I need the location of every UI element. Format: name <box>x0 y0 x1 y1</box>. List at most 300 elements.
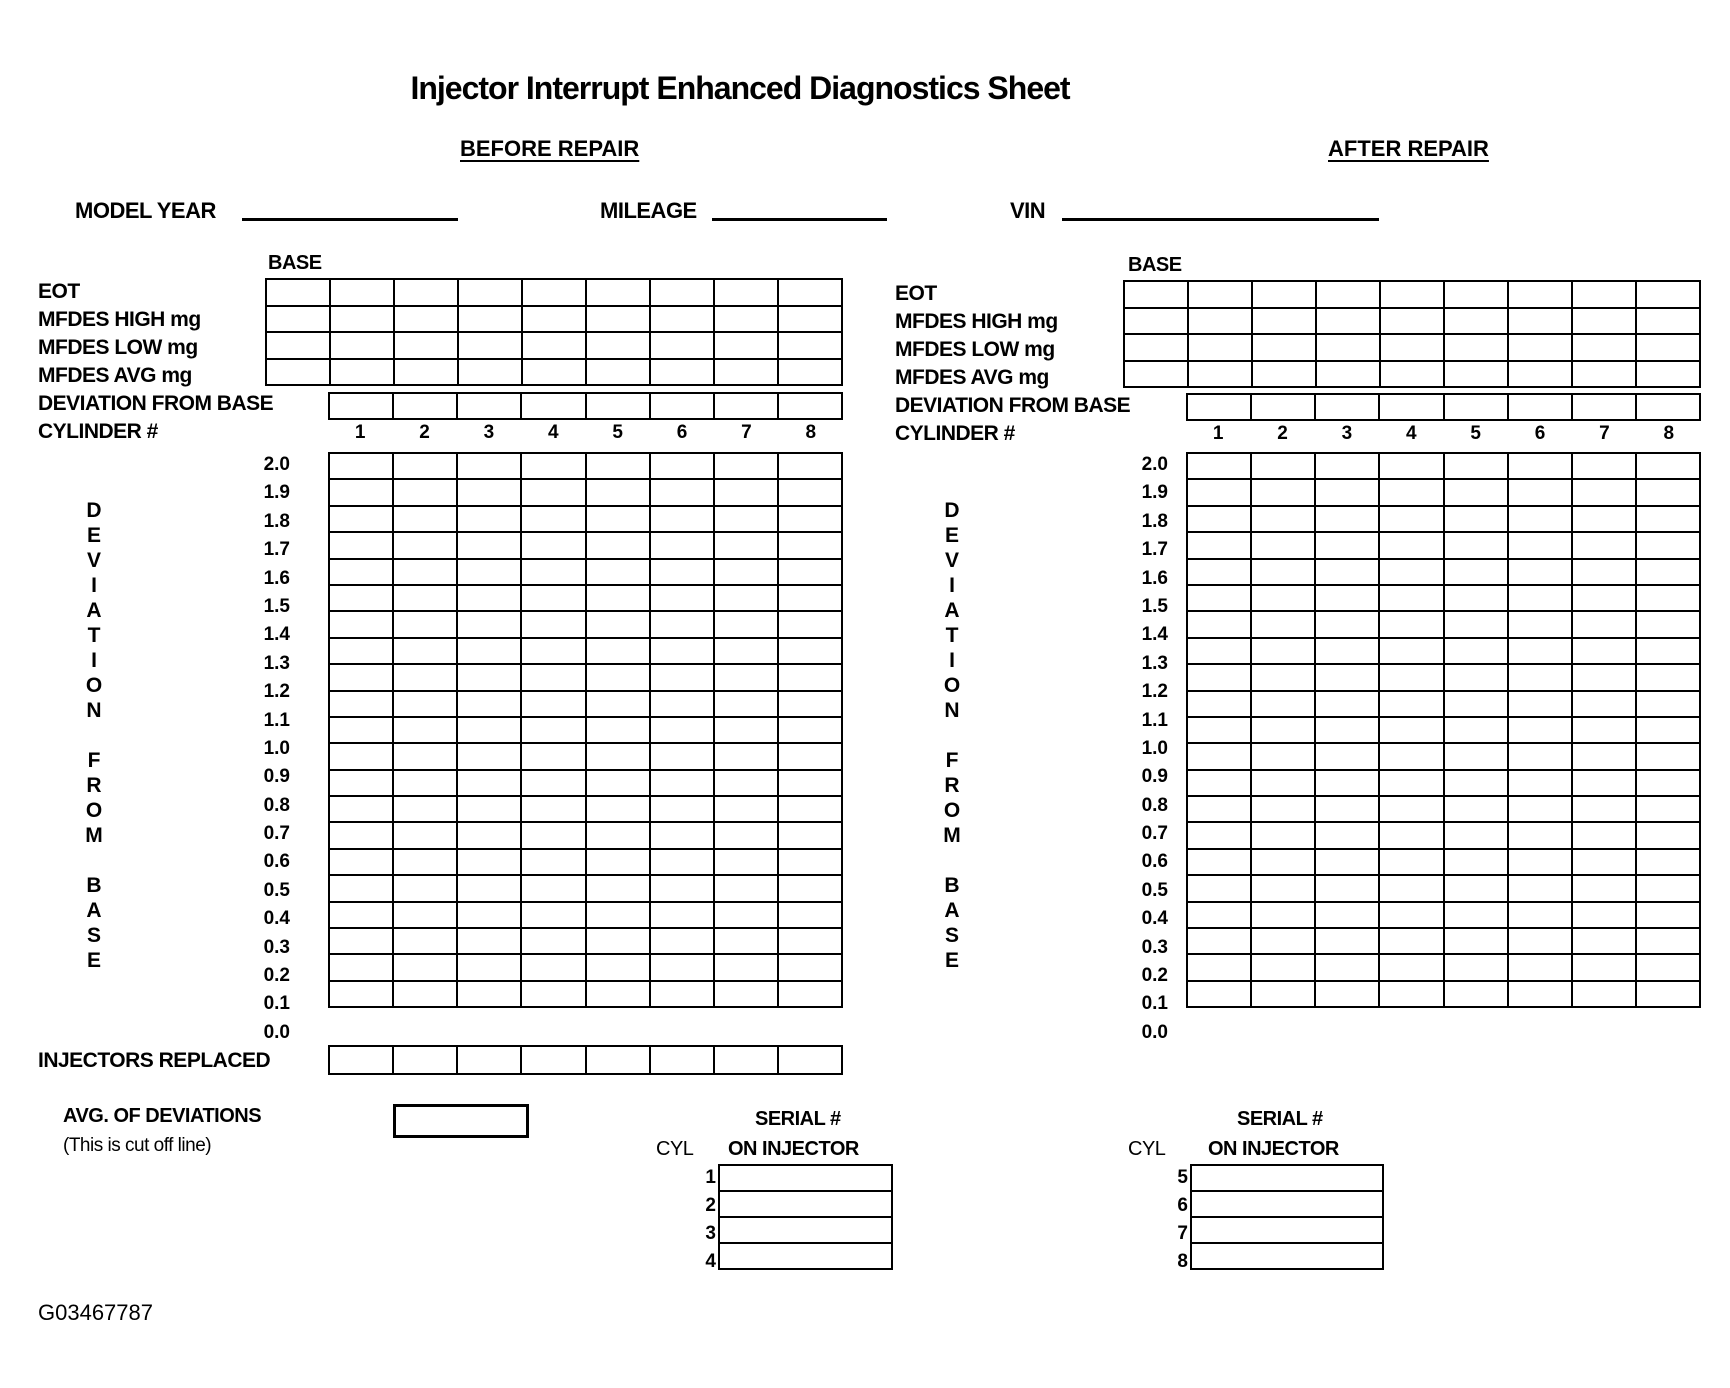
after-grid-cell[interactable] <box>1508 770 1572 796</box>
after-grid-cell[interactable] <box>1187 928 1251 954</box>
before-grid-cell[interactable] <box>714 875 778 901</box>
before-grid-cell[interactable] <box>521 611 585 637</box>
after-grid-cell[interactable] <box>1572 691 1636 717</box>
before-base-cell-cell[interactable] <box>650 359 714 386</box>
after-grid-cell[interactable] <box>1508 638 1572 664</box>
before-base-cell-cell[interactable] <box>522 359 586 386</box>
before-base-cell-cell[interactable] <box>394 279 458 306</box>
after-grid-cell[interactable] <box>1379 928 1443 954</box>
before-grid-cell[interactable] <box>650 928 714 954</box>
before-grid-cell[interactable] <box>393 691 457 717</box>
before-grid-cell[interactable] <box>521 954 585 980</box>
before-grid-cell[interactable] <box>650 822 714 848</box>
vin-field[interactable] <box>1062 218 1379 221</box>
after-grid-cell[interactable] <box>1636 770 1700 796</box>
after-base-cell-cell[interactable] <box>1316 361 1380 388</box>
before-grid-cell[interactable] <box>457 479 521 505</box>
before-base-cell-cell[interactable] <box>778 279 842 306</box>
before-deviation-cell[interactable] <box>393 393 457 419</box>
after-grid-cell[interactable] <box>1251 981 1315 1007</box>
after-grid-cell[interactable] <box>1187 875 1251 901</box>
after-grid-cell[interactable] <box>1379 981 1443 1007</box>
after-grid-cell[interactable] <box>1636 928 1700 954</box>
before-grid-cell[interactable] <box>457 875 521 901</box>
after-base-cell-cell[interactable] <box>1508 281 1572 308</box>
after-base-cell-cell[interactable] <box>1572 281 1636 308</box>
before-grid-cell[interactable] <box>778 770 842 796</box>
before-grid-cell[interactable] <box>714 611 778 637</box>
after-grid-cell[interactable] <box>1379 717 1443 743</box>
before-grid-cell[interactable] <box>329 822 393 848</box>
after-grid-cell[interactable] <box>1187 479 1251 505</box>
before-grid-cell[interactable] <box>393 585 457 611</box>
after-grid-cell[interactable] <box>1187 849 1251 875</box>
before-grid-cell[interactable] <box>778 875 842 901</box>
after-base-cell-cell[interactable] <box>1444 308 1508 335</box>
after-grid-cell[interactable] <box>1636 691 1700 717</box>
after-grid-cell[interactable] <box>1251 664 1315 690</box>
before-grid-cell[interactable] <box>714 453 778 479</box>
avg-deviations-box[interactable] <box>393 1104 529 1138</box>
after-grid-cell[interactable] <box>1315 479 1379 505</box>
before-base-cell-cell[interactable] <box>458 306 522 333</box>
after-grid-cell[interactable] <box>1315 954 1379 980</box>
after-grid-cell[interactable] <box>1251 849 1315 875</box>
after-grid-cell[interactable] <box>1251 822 1315 848</box>
before-base-cell-cell[interactable] <box>778 359 842 386</box>
after-grid-cell[interactable] <box>1508 585 1572 611</box>
after-deviation-cell[interactable] <box>1636 394 1700 420</box>
before-base-cell-cell[interactable] <box>394 332 458 359</box>
before-grid-cell[interactable] <box>650 691 714 717</box>
after-grid-cell[interactable] <box>1444 928 1508 954</box>
after-base-cell-cell[interactable] <box>1252 308 1316 335</box>
before-base-cell-cell[interactable] <box>522 332 586 359</box>
after-grid-cell[interactable] <box>1508 981 1572 1007</box>
after-grid-cell[interactable] <box>1444 611 1508 637</box>
before-grid-cell[interactable] <box>521 453 585 479</box>
before-grid-cell[interactable] <box>457 770 521 796</box>
before-grid-cell[interactable] <box>586 822 650 848</box>
before-deviation-cell[interactable] <box>714 393 778 419</box>
before-base-cell-cell[interactable] <box>458 359 522 386</box>
before-grid-cell[interactable] <box>393 664 457 690</box>
before-grid-cell[interactable] <box>650 453 714 479</box>
after-grid-cell[interactable] <box>1636 664 1700 690</box>
after-grid-cell[interactable] <box>1636 611 1700 637</box>
after-base-cell-cell[interactable] <box>1380 308 1444 335</box>
before-grid-cell[interactable] <box>329 928 393 954</box>
before-base-cell-cell[interactable] <box>522 279 586 306</box>
before-grid-cell[interactable] <box>586 453 650 479</box>
before-grid-cell[interactable] <box>393 796 457 822</box>
after-grid-cell[interactable] <box>1508 954 1572 980</box>
after-grid-cell[interactable] <box>1251 875 1315 901</box>
after-grid-cell[interactable] <box>1444 743 1508 769</box>
after-deviation-cell[interactable] <box>1379 394 1443 420</box>
before-grid-cell[interactable] <box>393 532 457 558</box>
after-grid-cell[interactable] <box>1379 638 1443 664</box>
before-grid-cell[interactable] <box>650 559 714 585</box>
after-grid-cell[interactable] <box>1187 717 1251 743</box>
before-grid-cell[interactable] <box>457 506 521 532</box>
injectors-replaced-cell[interactable] <box>329 1046 393 1074</box>
after-base-cell-cell[interactable] <box>1316 308 1380 335</box>
before-grid-cell[interactable] <box>586 691 650 717</box>
after-grid-cell[interactable] <box>1444 585 1508 611</box>
serial-left-cell[interactable] <box>719 1243 892 1269</box>
before-grid-cell[interactable] <box>521 506 585 532</box>
after-grid-cell[interactable] <box>1251 691 1315 717</box>
after-grid-cell[interactable] <box>1379 532 1443 558</box>
after-grid-cell[interactable] <box>1444 453 1508 479</box>
before-grid-cell[interactable] <box>329 796 393 822</box>
before-grid-cell[interactable] <box>714 664 778 690</box>
after-grid-cell[interactable] <box>1508 875 1572 901</box>
before-base-cell-cell[interactable] <box>778 306 842 333</box>
after-grid-cell[interactable] <box>1444 875 1508 901</box>
after-grid-cell[interactable] <box>1251 532 1315 558</box>
after-grid-cell[interactable] <box>1187 902 1251 928</box>
before-grid-cell[interactable] <box>329 770 393 796</box>
before-grid-cell[interactable] <box>521 743 585 769</box>
before-grid-cell[interactable] <box>521 638 585 664</box>
after-grid-cell[interactable] <box>1251 796 1315 822</box>
serial-right-cell[interactable] <box>1191 1217 1383 1243</box>
serial-left-cell[interactable] <box>719 1165 892 1191</box>
before-grid-cell[interactable] <box>778 849 842 875</box>
before-grid-cell[interactable] <box>393 902 457 928</box>
after-grid-cell[interactable] <box>1508 559 1572 585</box>
after-grid-cell[interactable] <box>1187 981 1251 1007</box>
after-deviation-cell[interactable] <box>1187 394 1251 420</box>
after-grid-cell[interactable] <box>1315 506 1379 532</box>
before-grid-cell[interactable] <box>329 875 393 901</box>
before-grid-cell[interactable] <box>521 928 585 954</box>
before-grid-cell[interactable] <box>778 611 842 637</box>
after-grid-cell[interactable] <box>1379 743 1443 769</box>
before-grid-cell[interactable] <box>457 928 521 954</box>
before-grid-cell[interactable] <box>586 611 650 637</box>
after-grid-cell[interactable] <box>1572 506 1636 532</box>
before-grid-cell[interactable] <box>457 717 521 743</box>
before-base-cell-cell[interactable] <box>266 332 330 359</box>
after-grid-cell[interactable] <box>1444 506 1508 532</box>
before-grid-cell[interactable] <box>457 559 521 585</box>
before-base-cell-cell[interactable] <box>458 332 522 359</box>
before-grid-cell[interactable] <box>329 585 393 611</box>
after-grid-cell[interactable] <box>1251 638 1315 664</box>
before-grid-cell[interactable] <box>457 453 521 479</box>
before-grid-cell[interactable] <box>521 981 585 1007</box>
before-grid-cell[interactable] <box>778 954 842 980</box>
after-grid-cell[interactable] <box>1379 664 1443 690</box>
before-grid-cell[interactable] <box>393 717 457 743</box>
before-grid-cell[interactable] <box>586 506 650 532</box>
after-grid-cell[interactable] <box>1636 638 1700 664</box>
before-grid-cell[interactable] <box>457 532 521 558</box>
before-grid-cell[interactable] <box>521 717 585 743</box>
before-grid-cell[interactable] <box>586 796 650 822</box>
before-grid-cell[interactable] <box>586 743 650 769</box>
before-grid-cell[interactable] <box>393 770 457 796</box>
after-base-cell-cell[interactable] <box>1380 281 1444 308</box>
after-grid-cell[interactable] <box>1379 479 1443 505</box>
before-grid-cell[interactable] <box>714 691 778 717</box>
after-grid-cell[interactable] <box>1379 902 1443 928</box>
after-grid-cell[interactable] <box>1572 479 1636 505</box>
before-grid-cell[interactable] <box>329 479 393 505</box>
after-deviation-cell[interactable] <box>1572 394 1636 420</box>
after-grid-cell[interactable] <box>1572 453 1636 479</box>
injectors-replaced-cell[interactable] <box>714 1046 778 1074</box>
after-grid-cell[interactable] <box>1187 611 1251 637</box>
after-grid-cell[interactable] <box>1187 770 1251 796</box>
after-grid-cell[interactable] <box>1315 532 1379 558</box>
before-grid-cell[interactable] <box>393 611 457 637</box>
before-grid-cell[interactable] <box>778 638 842 664</box>
after-grid-cell[interactable] <box>1379 506 1443 532</box>
before-grid-cell[interactable] <box>521 822 585 848</box>
after-grid-cell[interactable] <box>1315 849 1379 875</box>
after-grid-cell[interactable] <box>1572 638 1636 664</box>
before-base-cell-cell[interactable] <box>522 306 586 333</box>
before-base-cell-cell[interactable] <box>586 359 650 386</box>
after-grid-cell[interactable] <box>1444 532 1508 558</box>
after-grid-cell[interactable] <box>1636 902 1700 928</box>
before-grid-cell[interactable] <box>650 954 714 980</box>
after-base-cell-cell[interactable] <box>1124 361 1188 388</box>
after-grid-cell[interactable] <box>1572 902 1636 928</box>
after-grid-cell[interactable] <box>1187 954 1251 980</box>
before-grid-cell[interactable] <box>586 664 650 690</box>
before-grid-cell[interactable] <box>650 717 714 743</box>
before-grid-cell[interactable] <box>521 479 585 505</box>
after-grid-cell[interactable] <box>1444 638 1508 664</box>
before-grid-cell[interactable] <box>521 902 585 928</box>
before-grid-cell[interactable] <box>457 849 521 875</box>
before-base-cell-cell[interactable] <box>394 306 458 333</box>
after-grid-cell[interactable] <box>1636 559 1700 585</box>
before-base-cell-cell[interactable] <box>330 332 394 359</box>
after-grid-cell[interactable] <box>1444 664 1508 690</box>
after-base-cell-cell[interactable] <box>1508 308 1572 335</box>
after-grid-cell[interactable] <box>1636 532 1700 558</box>
after-grid-cell[interactable] <box>1251 585 1315 611</box>
after-grid-cell[interactable] <box>1636 796 1700 822</box>
after-grid-cell[interactable] <box>1187 532 1251 558</box>
after-base-cell-cell[interactable] <box>1380 361 1444 388</box>
before-grid-cell[interactable] <box>329 532 393 558</box>
after-grid-cell[interactable] <box>1508 691 1572 717</box>
before-grid-cell[interactable] <box>714 479 778 505</box>
after-grid-cell[interactable] <box>1444 981 1508 1007</box>
before-grid-cell[interactable] <box>521 585 585 611</box>
after-grid-cell[interactable] <box>1187 664 1251 690</box>
before-base-cell-cell[interactable] <box>394 359 458 386</box>
before-base-cell-cell[interactable] <box>458 279 522 306</box>
injectors-replaced-cell[interactable] <box>457 1046 521 1074</box>
after-grid-cell[interactable] <box>1444 691 1508 717</box>
before-grid-cell[interactable] <box>457 743 521 769</box>
before-grid-cell[interactable] <box>650 875 714 901</box>
after-grid-cell[interactable] <box>1636 506 1700 532</box>
before-grid-cell[interactable] <box>714 770 778 796</box>
after-deviation-cell[interactable] <box>1508 394 1572 420</box>
before-grid-cell[interactable] <box>521 559 585 585</box>
serial-right-cell[interactable] <box>1191 1191 1383 1217</box>
after-base-cell-cell[interactable] <box>1316 334 1380 361</box>
before-grid-cell[interactable] <box>393 638 457 664</box>
after-grid-cell[interactable] <box>1315 902 1379 928</box>
after-grid-cell[interactable] <box>1572 717 1636 743</box>
after-grid-cell[interactable] <box>1187 638 1251 664</box>
after-grid-cell[interactable] <box>1636 453 1700 479</box>
after-base-cell-cell[interactable] <box>1636 308 1700 335</box>
before-grid-cell[interactable] <box>329 453 393 479</box>
after-grid-cell[interactable] <box>1572 822 1636 848</box>
after-grid-cell[interactable] <box>1572 796 1636 822</box>
after-grid-cell[interactable] <box>1315 585 1379 611</box>
before-grid-cell[interactable] <box>521 849 585 875</box>
before-base-cell-cell[interactable] <box>330 279 394 306</box>
before-grid-cell[interactable] <box>778 532 842 558</box>
before-base-cell-cell[interactable] <box>650 306 714 333</box>
before-grid-cell[interactable] <box>393 875 457 901</box>
after-grid-cell[interactable] <box>1508 532 1572 558</box>
after-base-cell-cell[interactable] <box>1572 308 1636 335</box>
after-deviation-cell[interactable] <box>1251 394 1315 420</box>
after-base-cell-cell[interactable] <box>1124 281 1188 308</box>
after-base-cell-cell[interactable] <box>1508 334 1572 361</box>
before-base-cell-cell[interactable] <box>586 279 650 306</box>
after-grid-cell[interactable] <box>1636 981 1700 1007</box>
after-grid-cell[interactable] <box>1444 559 1508 585</box>
after-grid-cell[interactable] <box>1315 928 1379 954</box>
after-grid-cell[interactable] <box>1315 796 1379 822</box>
before-grid-cell[interactable] <box>714 822 778 848</box>
after-grid-cell[interactable] <box>1572 743 1636 769</box>
after-base-cell-cell[interactable] <box>1188 281 1252 308</box>
before-grid-cell[interactable] <box>714 585 778 611</box>
before-grid-cell[interactable] <box>586 928 650 954</box>
before-grid-cell[interactable] <box>329 849 393 875</box>
before-grid-cell[interactable] <box>521 875 585 901</box>
after-grid-cell[interactable] <box>1315 559 1379 585</box>
before-grid-cell[interactable] <box>714 532 778 558</box>
before-grid-cell[interactable] <box>778 928 842 954</box>
before-grid-cell[interactable] <box>586 902 650 928</box>
after-grid-cell[interactable] <box>1379 875 1443 901</box>
after-grid-cell[interactable] <box>1315 822 1379 848</box>
after-base-cell-cell[interactable] <box>1636 334 1700 361</box>
after-grid-cell[interactable] <box>1508 479 1572 505</box>
before-grid-cell[interactable] <box>393 928 457 954</box>
after-grid-cell[interactable] <box>1187 559 1251 585</box>
before-grid-cell[interactable] <box>329 981 393 1007</box>
before-base-cell-cell[interactable] <box>266 279 330 306</box>
injectors-replaced-cell[interactable] <box>778 1046 842 1074</box>
after-grid-cell[interactable] <box>1379 611 1443 637</box>
before-grid-cell[interactable] <box>778 506 842 532</box>
after-grid-cell[interactable] <box>1187 822 1251 848</box>
before-deviation-cell[interactable] <box>650 393 714 419</box>
after-grid-cell[interactable] <box>1508 743 1572 769</box>
before-grid-cell[interactable] <box>650 743 714 769</box>
before-grid-cell[interactable] <box>586 559 650 585</box>
mileage-field[interactable] <box>712 218 887 221</box>
before-grid-cell[interactable] <box>778 981 842 1007</box>
before-grid-cell[interactable] <box>778 691 842 717</box>
serial-right-cell[interactable] <box>1191 1243 1383 1269</box>
before-grid-cell[interactable] <box>586 770 650 796</box>
before-deviation-cell[interactable] <box>521 393 585 419</box>
after-grid-cell[interactable] <box>1379 822 1443 848</box>
before-grid-cell[interactable] <box>521 532 585 558</box>
before-grid-cell[interactable] <box>329 638 393 664</box>
before-grid-cell[interactable] <box>650 506 714 532</box>
before-grid-cell[interactable] <box>457 902 521 928</box>
before-grid-cell[interactable] <box>714 638 778 664</box>
after-base-cell-cell[interactable] <box>1188 334 1252 361</box>
before-grid-cell[interactable] <box>778 717 842 743</box>
before-base-cell-cell[interactable] <box>586 306 650 333</box>
after-grid-cell[interactable] <box>1251 717 1315 743</box>
before-grid-cell[interactable] <box>714 559 778 585</box>
model-year-field[interactable] <box>242 218 458 221</box>
before-grid-cell[interactable] <box>393 822 457 848</box>
after-grid-cell[interactable] <box>1508 902 1572 928</box>
after-grid-cell[interactable] <box>1251 954 1315 980</box>
after-grid-cell[interactable] <box>1315 875 1379 901</box>
before-grid-cell[interactable] <box>329 743 393 769</box>
after-grid-cell[interactable] <box>1187 796 1251 822</box>
after-grid-cell[interactable] <box>1636 822 1700 848</box>
before-grid-cell[interactable] <box>329 691 393 717</box>
after-grid-cell[interactable] <box>1444 479 1508 505</box>
before-grid-cell[interactable] <box>457 664 521 690</box>
before-grid-cell[interactable] <box>393 981 457 1007</box>
after-grid-cell[interactable] <box>1572 849 1636 875</box>
before-grid-cell[interactable] <box>650 981 714 1007</box>
after-grid-cell[interactable] <box>1251 479 1315 505</box>
after-grid-cell[interactable] <box>1251 506 1315 532</box>
before-base-cell-cell[interactable] <box>650 332 714 359</box>
before-grid-cell[interactable] <box>778 664 842 690</box>
before-grid-cell[interactable] <box>650 770 714 796</box>
before-grid-cell[interactable] <box>778 902 842 928</box>
after-grid-cell[interactable] <box>1379 954 1443 980</box>
after-grid-cell[interactable] <box>1379 585 1443 611</box>
before-grid-cell[interactable] <box>650 479 714 505</box>
before-grid-cell[interactable] <box>586 717 650 743</box>
before-grid-cell[interactable] <box>650 902 714 928</box>
after-base-cell-cell[interactable] <box>1252 361 1316 388</box>
after-base-cell-cell[interactable] <box>1316 281 1380 308</box>
before-base-cell-cell[interactable] <box>586 332 650 359</box>
after-grid-cell[interactable] <box>1251 928 1315 954</box>
after-grid-cell[interactable] <box>1508 822 1572 848</box>
after-base-cell-cell[interactable] <box>1188 308 1252 335</box>
after-grid-cell[interactable] <box>1572 532 1636 558</box>
after-grid-cell[interactable] <box>1251 611 1315 637</box>
serial-right-cell[interactable] <box>1191 1165 1383 1191</box>
before-grid-cell[interactable] <box>586 585 650 611</box>
after-grid-cell[interactable] <box>1251 770 1315 796</box>
after-grid-cell[interactable] <box>1379 849 1443 875</box>
after-grid-cell[interactable] <box>1444 902 1508 928</box>
before-grid-cell[interactable] <box>650 664 714 690</box>
